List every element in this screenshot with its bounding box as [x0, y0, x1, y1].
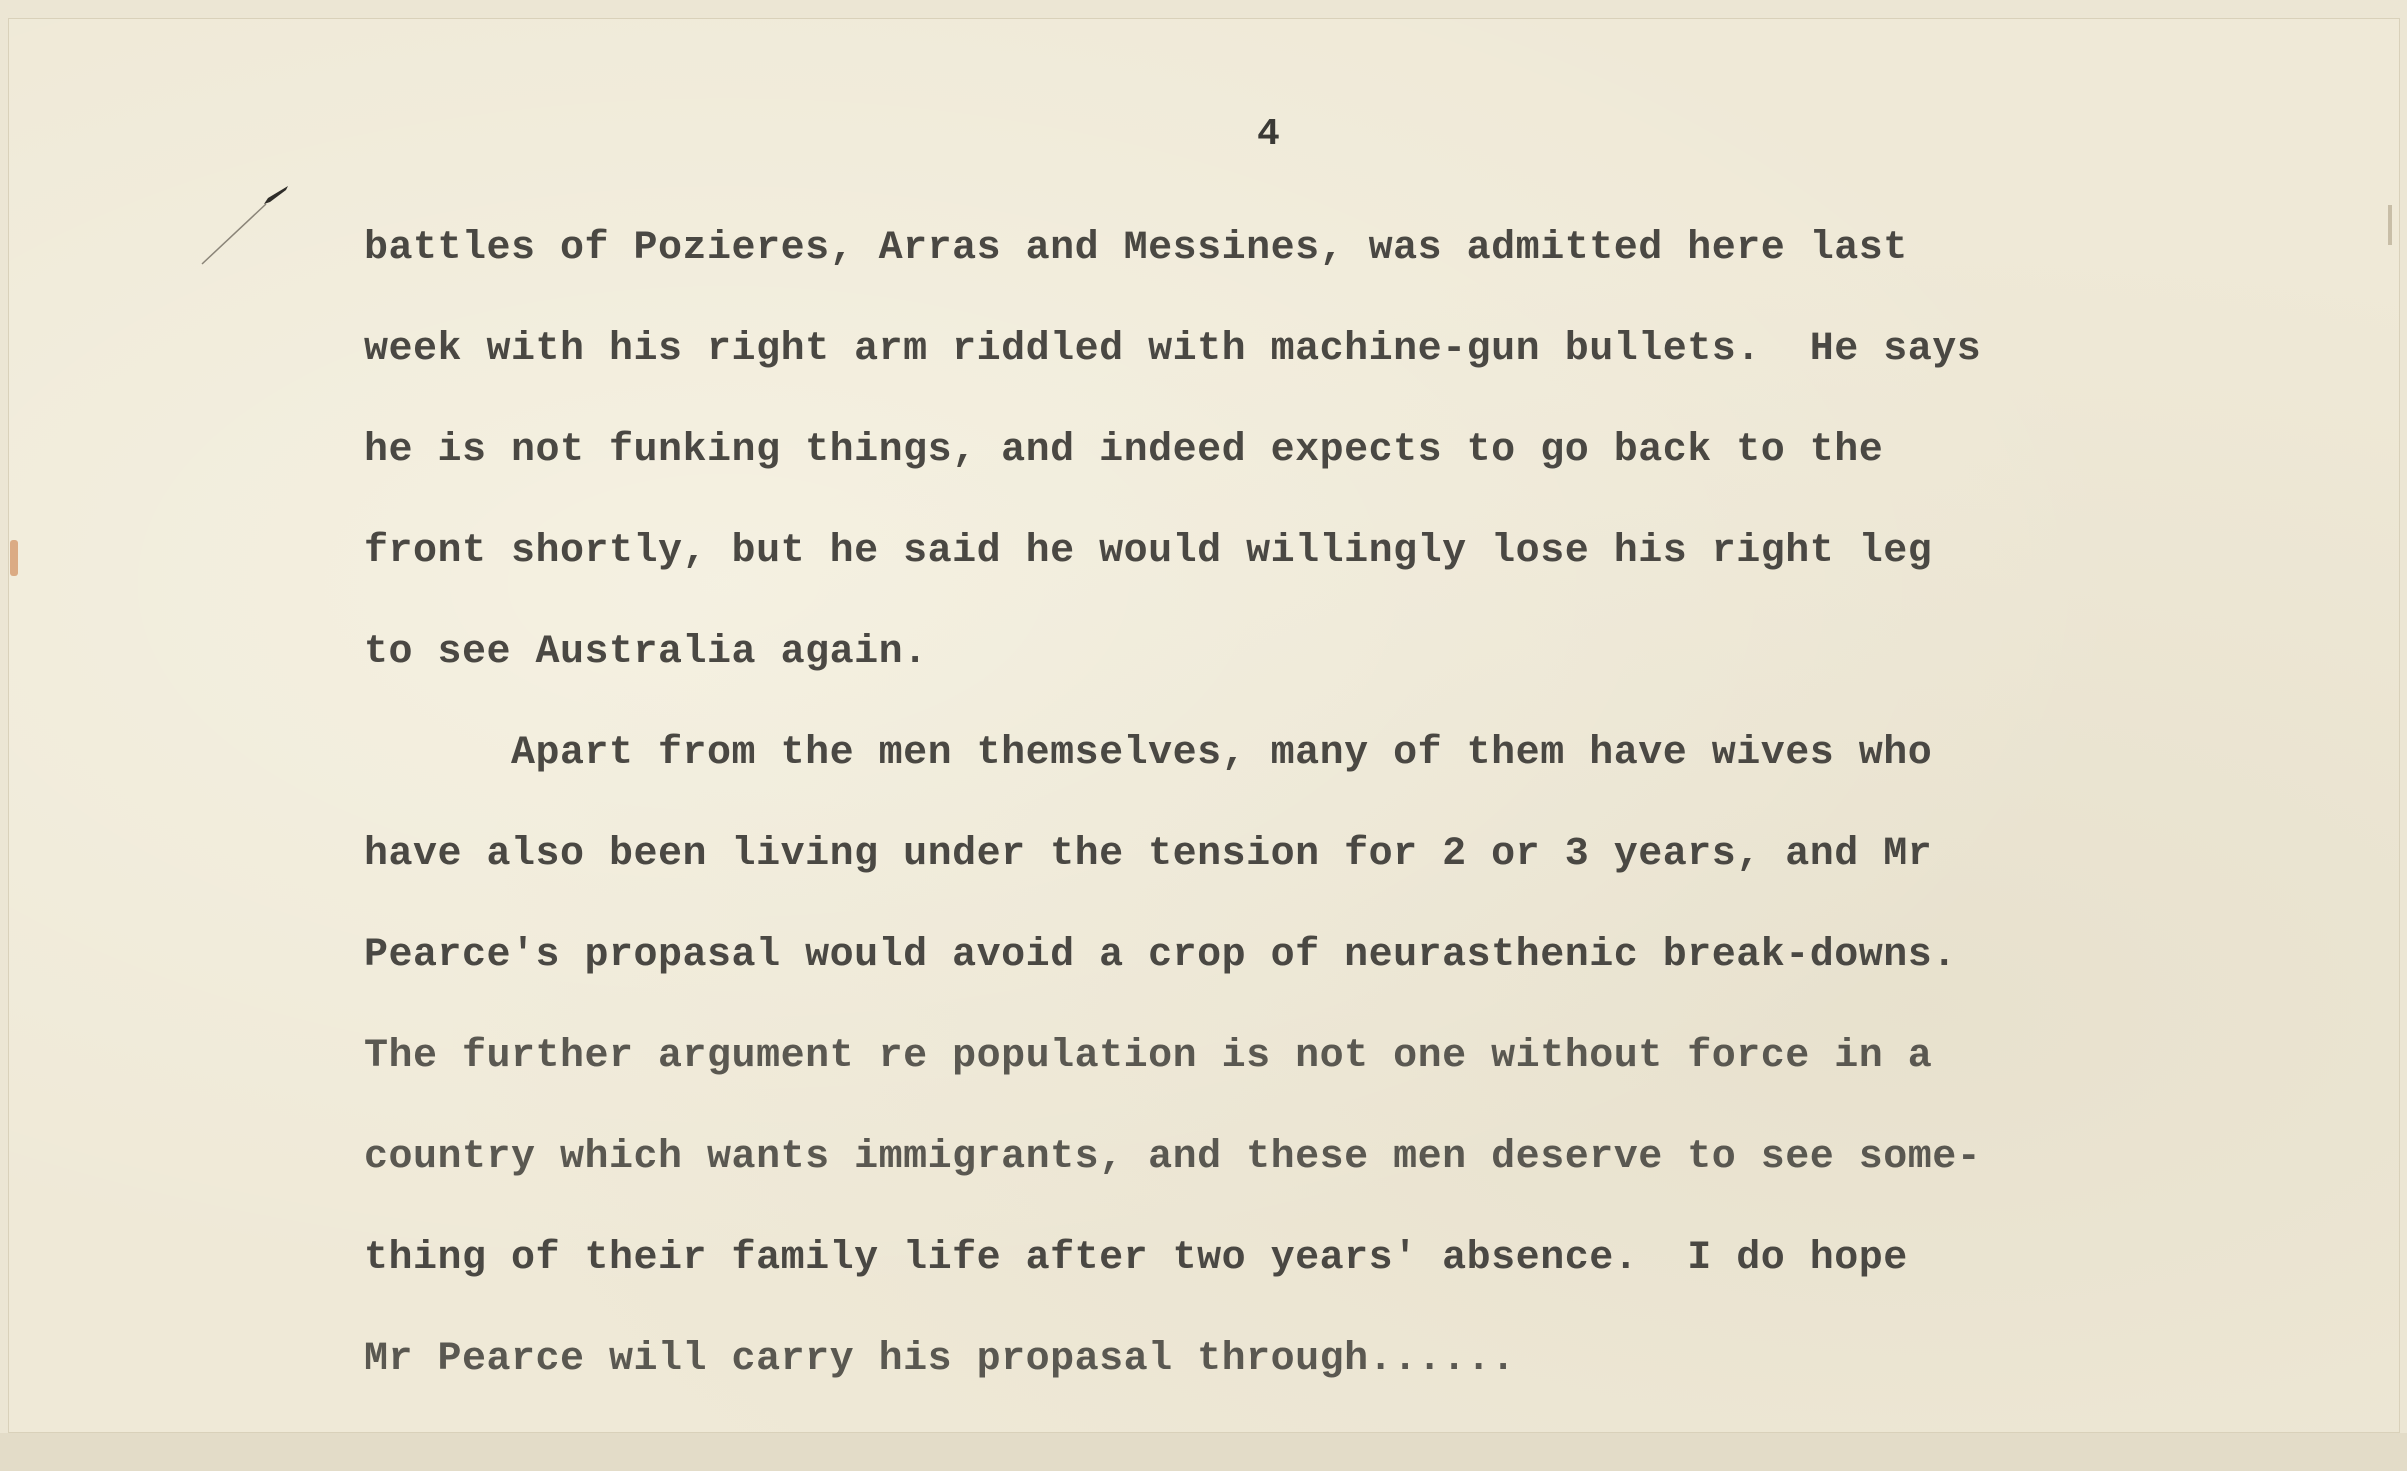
text-line: to see Australia again.: [364, 630, 928, 675]
text-line: Mr Pearce will carry his propasal through......: [364, 1337, 1516, 1382]
text-line: country which wants immigrants, and these men deserve to see some-: [364, 1135, 1982, 1180]
typed-text-body: [364, 198, 2374, 1410]
text-line: week with his right arm riddled with machine-gun bullets. He says: [364, 327, 1982, 372]
text-line: front shortly, but he said he would willingly lose his right leg: [364, 529, 1933, 574]
page-number: 4: [1257, 113, 1280, 156]
paper-stain: [10, 540, 18, 576]
text-line: Pearce's propasal would avoid a crop of neurasthenic break-downs.: [364, 933, 1957, 978]
text-line: he is not funking things, and indeed expects to go back to the: [364, 428, 1884, 473]
text-line: thing of their family life after two years' absence. I do hope: [364, 1236, 1908, 1281]
scan-bottom-edge: [0, 1433, 2407, 1471]
paper-edge-mark: [2388, 205, 2392, 245]
text-line: have also been living under the tension for 2 or 3 years, and Mr: [364, 832, 1933, 877]
text-line: The further argument re population is not one without force in a: [364, 1034, 1933, 1079]
text-line: battles of Pozieres, Arras and Messines, was admitted here last: [364, 226, 1908, 271]
text-line: Apart from the men themselves, many of them have wives who: [364, 731, 1933, 776]
pencil-mark-icon: [196, 178, 296, 268]
